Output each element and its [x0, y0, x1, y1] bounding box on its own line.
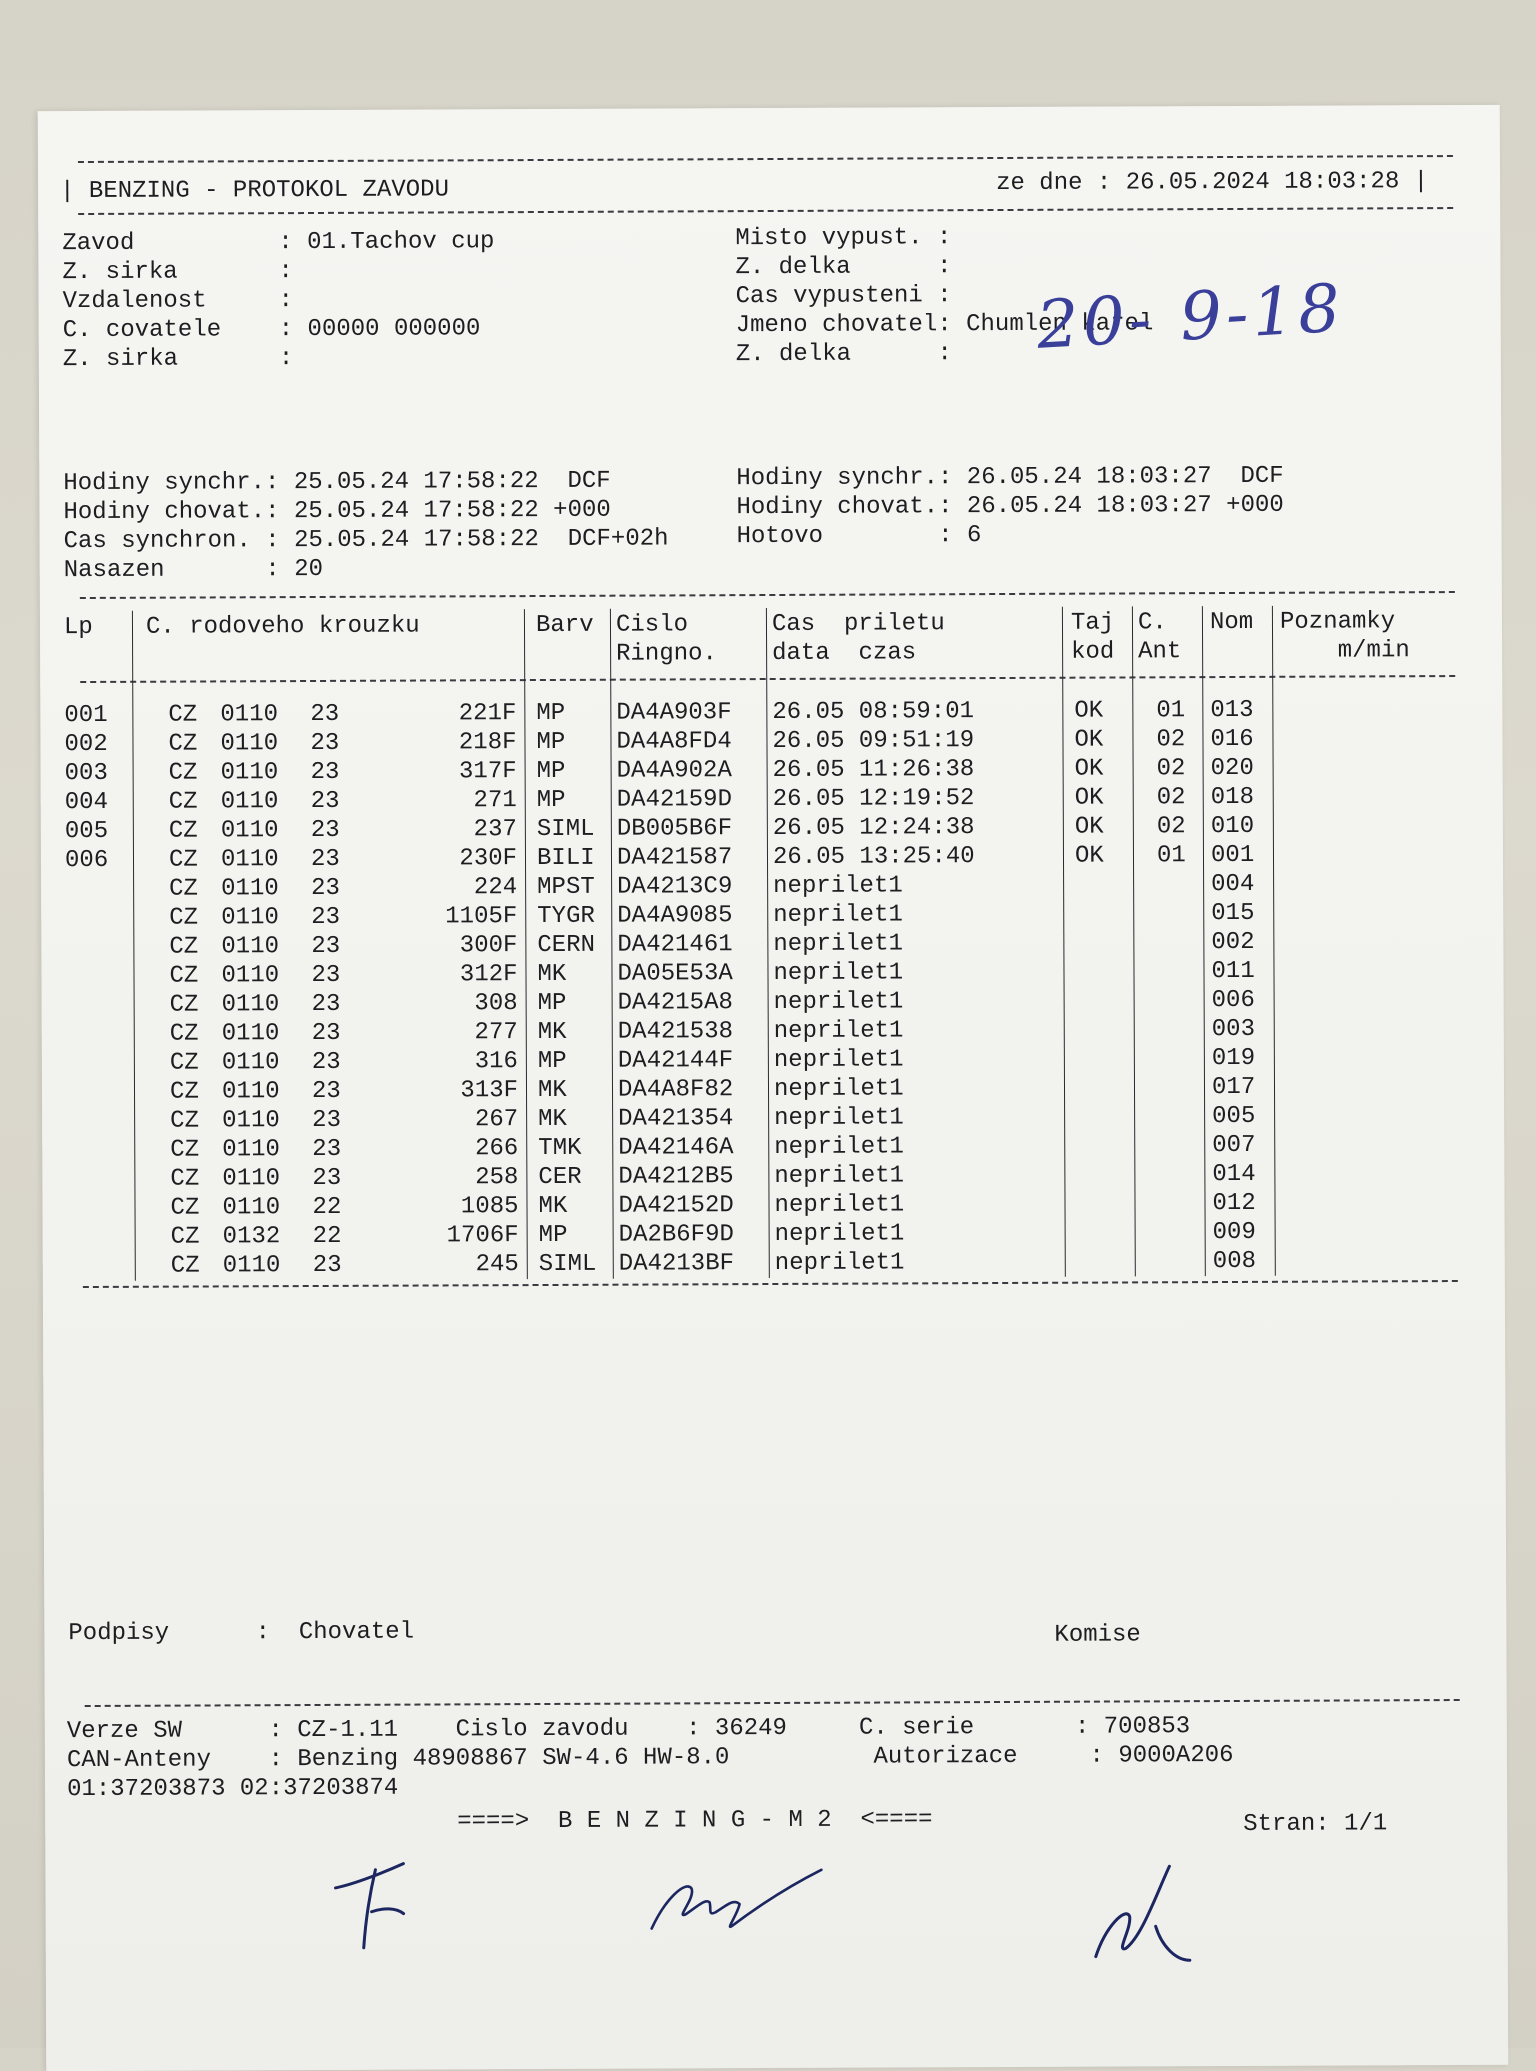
breeder-signature — [325, 1849, 445, 1960]
footer-version-line: Verze SW : CZ-1.11 Cislo zavodu : 36249 C. serie : 700853 — [66, 1713, 1191, 1746]
info-line: Misto vypust. : — [735, 224, 952, 253]
cell-chip: DA421587 — [616, 844, 733, 872]
cell-nom: 016 — [1210, 725, 1254, 754]
cell-num: 271 — [473, 787, 517, 815]
sync-line: Hotovo : 6 — [736, 522, 982, 551]
cell-num: 237 — [473, 816, 517, 844]
cell-chip: DA42144F — [617, 1047, 734, 1075]
race-info-left — [62, 227, 495, 374]
cell-nom: 017 — [1211, 1073, 1256, 1102]
cell-color: MP — [538, 1221, 568, 1250]
cell-num: 266 — [474, 1135, 519, 1163]
col-header-chip: Cislo Ringno. — [615, 611, 717, 668]
cell-club: 0110 — [221, 1020, 280, 1048]
cell-ant: 01 — [1156, 842, 1186, 870]
cell-nom: 007 — [1212, 1131, 1256, 1160]
cell-year: 23 — [310, 787, 340, 816]
cell-year: 23 — [310, 816, 340, 845]
cell-color: CERN — [537, 931, 596, 960]
cell-num: 277 — [474, 1019, 518, 1047]
cell-club: 0110 — [221, 933, 280, 961]
cell-year: 23 — [310, 729, 340, 758]
sync-line: Hodiny chovat.: 25.05.24 17:58:22 +000 — [63, 496, 611, 527]
cell-country: CZ — [168, 759, 198, 787]
cell-nom: 003 — [1211, 1015, 1256, 1044]
cell-country: CZ — [169, 962, 199, 990]
cell-arrival: neprilet1 — [774, 1249, 905, 1277]
cell-arrival: neprilet1 — [773, 988, 904, 1016]
footer-page-number: Stran: 1/1 — [1243, 1810, 1388, 1838]
cell-club: 0110 — [221, 991, 280, 1019]
cell-num: 230F — [459, 845, 518, 873]
cell-num: 1706F — [446, 1222, 519, 1250]
footer-antenna-line: CAN-Anteny : Benzing 48908867 SW-4.6 HW-8.0 Autorizace : 9000A206 — [66, 1741, 1234, 1775]
cell-country: CZ — [168, 788, 198, 816]
footer-brand: ====> B E N Z I N G - M 2 <==== — [457, 1806, 933, 1836]
sync-line: Hodiny synchr.: 26.05.24 18:03:27 DCF — [736, 462, 1284, 493]
cell-color: MP — [536, 786, 566, 815]
cell-year: 22 — [312, 1222, 342, 1251]
col-header-notes: Poznamky m/min — [1279, 608, 1410, 665]
cell-num: 1105F — [445, 903, 518, 931]
cell-chip: DA421354 — [618, 1105, 734, 1133]
cell-year: 23 — [311, 903, 341, 932]
cell-arrival: 26.05 12:24:38 — [772, 814, 975, 842]
info-line: Jmeno chovatel: Chumlen karel — [735, 310, 1154, 340]
cell-year: 23 — [311, 1019, 341, 1048]
cell-nom: 020 — [1210, 754, 1254, 783]
cell-color: MK — [538, 1105, 568, 1134]
cell-club: 0110 — [221, 962, 280, 990]
cell-nom: 001 — [1210, 841, 1255, 870]
cell-nom: 011 — [1211, 957, 1255, 986]
divider-top — [78, 155, 1453, 163]
sync-line: Hodiny synchr.: 25.05.24 17:58:22 DCF — [63, 467, 611, 498]
cell-nom: 015 — [1211, 899, 1255, 928]
cell-club: 0110 — [220, 817, 279, 845]
cell-club: 0110 — [220, 846, 279, 874]
cell-chip: DA42146A — [618, 1134, 734, 1162]
clock-sync-left — [63, 466, 668, 585]
cell-country: CZ — [169, 1049, 199, 1077]
cell-year: 23 — [311, 932, 341, 961]
cell-country: CZ — [170, 1194, 200, 1222]
protocol-date: ze dne : 26.05.2024 18:03:28 | — [995, 168, 1429, 198]
cell-num: 221F — [458, 700, 517, 728]
protocol-title: | BENZING - PROTOKOL ZAVODU — [60, 176, 450, 206]
cell-arrival: 26.05 08:59:01 — [772, 698, 975, 726]
cell-year: 23 — [311, 874, 340, 903]
cell-club: 0110 — [222, 1194, 281, 1222]
cell-year: 23 — [312, 1251, 342, 1280]
cell-country: CZ — [170, 1136, 200, 1164]
cell-color: CER — [538, 1163, 582, 1192]
info-line: Cas vypusteni : — [735, 282, 952, 311]
cell-nom: 006 — [1211, 986, 1255, 1015]
cell-club: 0110 — [220, 730, 279, 758]
cell-nom: 004 — [1211, 870, 1255, 899]
col-header-ring: C. rodoveho krouzku — [145, 612, 420, 641]
cell-year: 23 — [310, 845, 340, 874]
cell-club: 0132 — [222, 1223, 281, 1251]
results-table — [40, 695, 1502, 1280]
cell-club: 0110 — [221, 1049, 280, 1077]
cell-chip: DA05E53A — [617, 960, 733, 988]
cell-country: CZ — [170, 1223, 200, 1251]
col-header-nom: Nom — [1209, 608, 1254, 637]
clock-sync-right — [736, 462, 1284, 551]
info-line: Z. sirka : — [62, 258, 293, 287]
cell-lp: 001 — [64, 701, 108, 730]
cell-year: 23 — [310, 700, 340, 729]
cell-country: CZ — [169, 1078, 199, 1106]
info-line: Vzdalenost : — [62, 287, 294, 316]
cell-color: MP — [536, 699, 566, 728]
cell-arrival: neprilet1 — [774, 1133, 904, 1161]
cell-nom: 018 — [1210, 783, 1255, 812]
cell-year: 23 — [310, 758, 340, 787]
table-row — [43, 1246, 1505, 1281]
cell-chip: DA421538 — [617, 1018, 734, 1046]
cell-year: 23 — [311, 1048, 341, 1077]
cell-num: 308 — [474, 990, 518, 1018]
cell-country: CZ — [169, 1020, 199, 1048]
cell-arrival: neprilet1 — [773, 1017, 904, 1045]
cell-code: OK — [1074, 697, 1104, 725]
signatures-label: Podpisy : Chovatel — [68, 1618, 415, 1648]
cell-arrival: 26.05 11:26:38 — [772, 756, 975, 784]
cell-ant: 02 — [1156, 813, 1186, 841]
cell-arrival: neprilet1 — [774, 1104, 904, 1132]
cell-country: CZ — [168, 817, 198, 845]
cell-arrival: 26.05 09:51:19 — [772, 727, 975, 755]
cell-chip: DA4A8FD4 — [616, 728, 732, 756]
cell-code: OK — [1074, 842, 1104, 870]
cell-num: 312F — [459, 961, 518, 989]
cell-chip: DA4213C9 — [617, 873, 733, 901]
cell-country: CZ — [168, 730, 198, 758]
cell-arrival: 26.05 13:25:40 — [772, 843, 975, 871]
sync-line: Nasazen : 20 — [63, 555, 324, 585]
divider-table-bottom — [83, 1280, 1458, 1288]
cell-num: 218F — [458, 729, 517, 757]
cell-club: 0110 — [221, 904, 279, 932]
cell-num: 224 — [473, 874, 518, 902]
cell-club: 0110 — [220, 759, 279, 787]
cell-nom: 005 — [1212, 1102, 1256, 1131]
cell-nom: 009 — [1212, 1218, 1256, 1247]
cell-country: CZ — [169, 875, 198, 903]
cell-code: OK — [1074, 755, 1104, 783]
info-line: Z. delka : — [735, 340, 952, 369]
cell-year: 23 — [312, 1106, 342, 1135]
info-line: Z. sirka : — [62, 345, 294, 374]
cell-arrival: neprilet1 — [773, 1075, 904, 1103]
cell-color: MP — [537, 989, 567, 1018]
cell-color: MK — [537, 1076, 567, 1105]
cell-nom: 010 — [1210, 812, 1255, 841]
cell-chip: DA4A903F — [616, 699, 732, 727]
cell-lp: 006 — [64, 846, 109, 875]
cell-chip: DA4213BF — [618, 1250, 735, 1278]
cell-color: SIML — [536, 815, 595, 844]
cell-num: 267 — [474, 1106, 519, 1134]
cell-club: 0110 — [221, 1078, 280, 1106]
cell-lp: 004 — [64, 788, 109, 817]
cell-chip: DA2B6F9D — [618, 1221, 734, 1249]
cell-color: MK — [537, 1018, 567, 1047]
footer-antenna-ids: 01:37203873 02:37203874 — [66, 1774, 399, 1804]
cell-club: 0110 — [220, 701, 279, 729]
info-line: Zavod : 01.Tachov cup — [62, 228, 495, 258]
cell-num: 313F — [460, 1077, 519, 1105]
cell-chip: DB005B6F — [616, 815, 733, 843]
commission-signature-1 — [645, 1858, 825, 1949]
cell-country: CZ — [170, 1165, 200, 1193]
cell-chip: DA421461 — [617, 931, 733, 959]
cell-nom: 002 — [1211, 928, 1255, 957]
cell-country: CZ — [170, 1107, 200, 1135]
cell-code: OK — [1074, 813, 1104, 841]
cell-nom: 008 — [1212, 1247, 1257, 1276]
cell-chip: DA4212B5 — [618, 1163, 734, 1191]
cell-arrival: neprilet1 — [774, 1191, 905, 1219]
cell-color: MP — [536, 728, 566, 757]
divider-table-top — [80, 591, 1455, 599]
cell-color: TYGR — [537, 902, 595, 931]
col-header-lp: Lp — [63, 613, 93, 642]
cell-club: 0110 — [222, 1165, 281, 1193]
info-line: Z. delka : — [735, 253, 952, 282]
cell-chip: DA42152D — [618, 1192, 734, 1220]
cell-color: MP — [536, 757, 566, 786]
cell-arrival: neprilet1 — [774, 1220, 905, 1248]
cell-arrival: neprilet1 — [774, 1162, 905, 1190]
cell-color: MK — [537, 960, 567, 989]
cell-year: 23 — [312, 1135, 342, 1164]
cell-country: CZ — [170, 1252, 200, 1280]
cell-chip: DA4215A8 — [617, 989, 733, 1017]
cell-nom: 014 — [1212, 1160, 1256, 1189]
divider-table-header — [80, 675, 1455, 683]
divider-header — [78, 207, 1453, 215]
cell-ant: 02 — [1156, 726, 1186, 754]
cell-year: 23 — [311, 961, 341, 990]
cell-arrival: neprilet1 — [773, 959, 904, 987]
cell-club: 0110 — [222, 1136, 280, 1164]
cell-chip: DA4A902A — [616, 757, 732, 785]
cell-country: CZ — [169, 933, 199, 961]
cell-chip: DA42159D — [616, 786, 733, 814]
cell-club: 0110 — [221, 875, 279, 903]
cell-lp: 005 — [64, 817, 109, 846]
cell-nom: 013 — [1210, 696, 1254, 725]
cell-nom: 019 — [1211, 1044, 1256, 1073]
commission-signature-2 — [1085, 1856, 1226, 1977]
divider-footer — [85, 1699, 1460, 1707]
cell-arrival: 26.05 12:19:52 — [772, 785, 975, 813]
cell-num: 300F — [459, 932, 518, 960]
cell-lp: 002 — [64, 730, 108, 759]
cell-year: 23 — [311, 990, 341, 1019]
cell-club: 0110 — [222, 1107, 280, 1135]
cell-ant: 02 — [1156, 784, 1186, 812]
cell-year: 23 — [311, 1077, 341, 1106]
col-header-arrival: Cas priletu data czas — [771, 610, 945, 667]
cell-nom: 012 — [1212, 1189, 1256, 1218]
cell-arrival: neprilet1 — [773, 872, 903, 900]
cell-ant: 01 — [1156, 697, 1186, 725]
cell-arrival: neprilet1 — [773, 1046, 904, 1074]
cell-club: 0110 — [222, 1252, 281, 1280]
cell-year: 22 — [312, 1193, 342, 1222]
cell-country: CZ — [169, 904, 199, 932]
sync-line: Cas synchron. : 25.05.24 17:58:22 DCF+02h — [63, 525, 669, 556]
cell-color: SIML — [538, 1250, 597, 1279]
cell-club: 0110 — [220, 788, 279, 816]
cell-num: 316 — [474, 1048, 518, 1076]
cell-country: CZ — [168, 846, 198, 874]
cell-ant: 02 — [1156, 755, 1186, 783]
cell-country: CZ — [168, 701, 198, 729]
paper-sheet — [38, 105, 1509, 2071]
cell-year: 23 — [312, 1164, 342, 1193]
cell-num: 258 — [475, 1164, 519, 1192]
cell-lp: 003 — [64, 759, 108, 788]
info-line: C. covatele : 00000 000000 — [62, 315, 481, 345]
cell-color: MPST — [537, 873, 595, 902]
col-header-code: Taj kod — [1070, 609, 1115, 666]
cell-num: 1085 — [460, 1193, 519, 1221]
cell-code: OK — [1074, 784, 1104, 812]
cell-num: 245 — [475, 1251, 519, 1279]
cell-color: MP — [537, 1047, 567, 1076]
cell-color: MK — [538, 1192, 568, 1221]
release-time-handwritten: 20- 9-18 — [1034, 269, 1347, 364]
commission-label: Komise — [1054, 1621, 1141, 1649]
cell-arrival: neprilet1 — [773, 901, 903, 929]
cell-color: BILI — [536, 844, 595, 873]
sync-line: Hodiny chovat.: 26.05.24 18:03:27 +000 — [736, 491, 1284, 522]
cell-chip: DA4A8F82 — [617, 1076, 734, 1104]
cell-color: TMK — [538, 1134, 582, 1163]
col-header-ant: C. Ant — [1137, 609, 1182, 666]
cell-chip: DA4A9085 — [617, 902, 733, 930]
cell-code: OK — [1074, 726, 1104, 754]
col-header-color: Barv — [535, 611, 594, 640]
cell-num: 317F — [458, 758, 517, 786]
cell-country: CZ — [169, 991, 199, 1019]
cell-arrival: neprilet1 — [773, 930, 904, 958]
